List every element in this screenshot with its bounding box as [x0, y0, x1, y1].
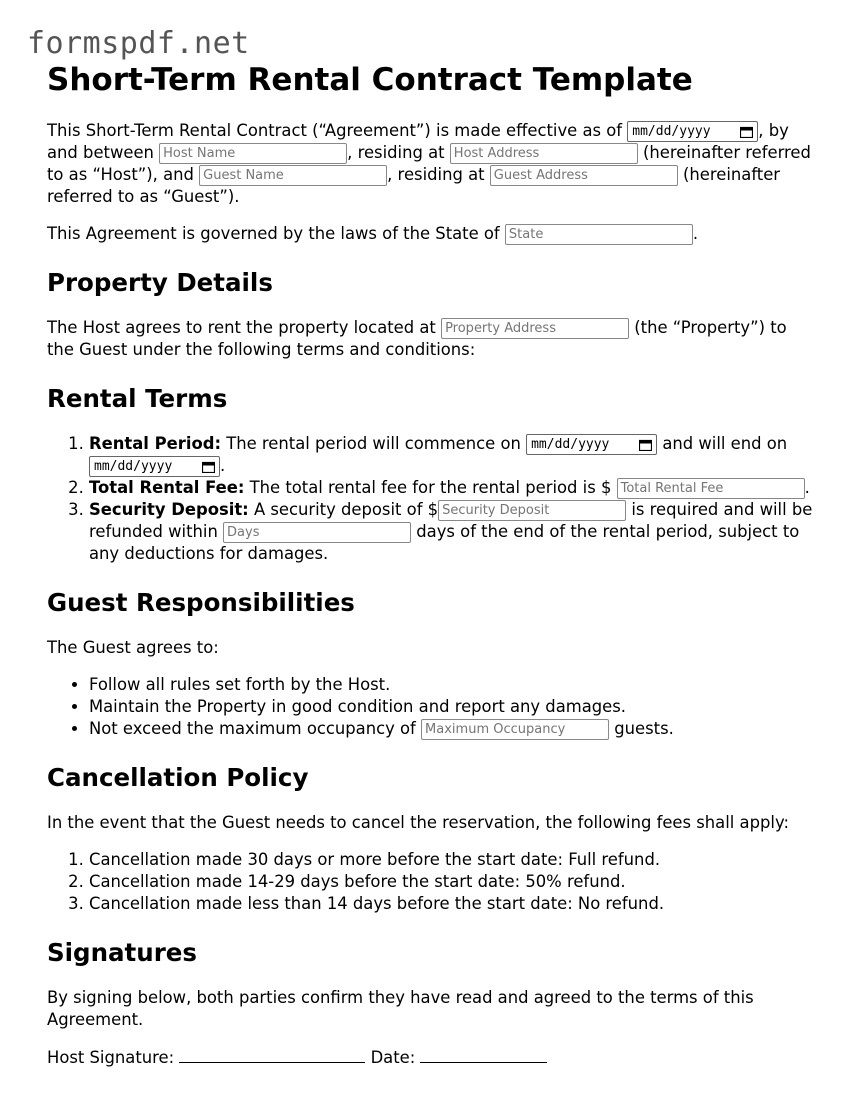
rental-fee-text: The total rental fee for the rental period is $	[249, 478, 612, 497]
intro-paragraph	[47, 120, 817, 208]
guest-responsibilities-heading: Guest Responsibilities	[47, 588, 355, 617]
maximum-occupancy-input[interactable]: Maximum Occupancy	[421, 719, 609, 740]
rental-period-text: and will end on	[662, 434, 788, 453]
page-title: Short-Term Rental Contract Template	[47, 62, 693, 98]
rental-terms-heading: Rental Terms	[47, 384, 228, 413]
property-address-input[interactable]: Property Address	[441, 318, 629, 339]
list-item	[89, 477, 817, 499]
signatures-intro: By signing below, both parties confirm they have read and agreed to the terms of this Agreement.	[47, 988, 754, 1029]
security-deposit-label: Security Deposit:	[89, 500, 249, 519]
list-item	[89, 499, 817, 565]
list-item: 3. Cancellation made less than 14 days before the start date: No refund.	[89, 893, 817, 915]
total-rental-fee-label: Total Rental Fee:	[89, 478, 245, 497]
calendar-icon[interactable]	[740, 126, 753, 138]
days-input[interactable]: Days	[223, 522, 411, 543]
list-item: 2. Cancellation made 14-29 days before the start date: 50% refund.	[89, 871, 817, 893]
effective-date-placeholder: mm/dd/yyyy	[632, 123, 711, 139]
cancellation-list	[47, 849, 817, 915]
property-details-heading: Property Details	[47, 268, 273, 297]
guest-resp-list	[47, 674, 817, 740]
guest-resp-intro: The Guest agrees to:	[47, 638, 219, 657]
guest-name-input[interactable]: Guest Name	[199, 165, 387, 186]
effective-date-input[interactable]	[627, 121, 758, 142]
host-signature-label: Host Signature:	[47, 1048, 175, 1067]
occupancy-text: guests.	[614, 719, 674, 738]
end-date-placeholder: mm/dd/yyyy	[94, 458, 173, 474]
list-item: 1. Cancellation made 30 days or more before the start date: Full refund.	[89, 849, 817, 871]
host-name-input[interactable]: Host Name	[159, 143, 347, 164]
list-item: • Follow all rules set forth by the Host.	[89, 674, 817, 696]
rental-period-text: The rental period will commence on	[226, 434, 521, 453]
cancellation-intro: In the event that the Guest needs to cancel the reservation, the following fees shall apply:	[47, 813, 789, 832]
rental-terms-list	[47, 433, 817, 565]
signatures-heading: Signatures	[47, 938, 197, 967]
intro-text: This Short-Term Rental Contract (“Agreement”) is made effective as of	[47, 121, 623, 140]
intro-text: (hereinafter referred to as “Guest”).	[47, 165, 781, 206]
property-paragraph	[47, 317, 817, 361]
intro-text: , by and between	[47, 121, 789, 162]
date-label: Date:	[370, 1048, 416, 1067]
security-deposit-input[interactable]: Security Deposit	[438, 500, 626, 521]
host-address-input[interactable]: Host Address	[450, 143, 638, 164]
governing-text: .	[692, 224, 699, 243]
intro-text: , residing at	[387, 165, 485, 184]
watermark: formspdf.net	[27, 26, 250, 61]
host-date-line[interactable]	[420, 1046, 547, 1063]
document-body	[47, 58, 817, 1084]
rental-period-label: Rental Period:	[89, 434, 222, 453]
property-text: (the “Property”) to the Guest under the following terms and conditions:	[47, 318, 787, 359]
calendar-icon[interactable]	[639, 439, 652, 451]
total-rental-fee-input[interactable]: Total Rental Fee	[617, 478, 805, 499]
start-date-input[interactable]	[526, 434, 657, 455]
intro-text: , residing at	[347, 143, 445, 162]
calendar-icon[interactable]	[202, 461, 215, 473]
guest-address-input[interactable]: Guest Address	[490, 165, 678, 186]
deposit-text: is required and will be refunded within	[89, 500, 813, 541]
governing-text: This Agreement is governed by the laws of the State of	[47, 224, 500, 243]
host-signature-row	[47, 1046, 817, 1069]
occupancy-text: Not exceed the maximum occupancy of	[89, 719, 416, 738]
host-signature-line[interactable]	[179, 1046, 365, 1063]
rental-fee-text: .	[804, 478, 810, 497]
list-item	[89, 718, 817, 740]
intro-text: (hereinafter referred to as “Host”), and	[47, 143, 811, 184]
end-date-input[interactable]	[89, 456, 220, 477]
rental-period-text: .	[220, 456, 226, 475]
list-item	[89, 433, 817, 477]
property-text: The Host agrees to rent the property located at	[47, 318, 436, 337]
cancellation-policy-heading: Cancellation Policy	[47, 763, 309, 792]
deposit-text: A security deposit of $	[253, 500, 439, 519]
state-input[interactable]: State	[505, 224, 693, 245]
governing-law-paragraph	[47, 223, 817, 245]
list-item: • Maintain the Property in good condition and report any damages.	[89, 696, 817, 718]
deposit-text: days of the end of the rental period, subject to any deductions for damages.	[89, 522, 800, 563]
start-date-placeholder: mm/dd/yyyy	[531, 436, 610, 452]
